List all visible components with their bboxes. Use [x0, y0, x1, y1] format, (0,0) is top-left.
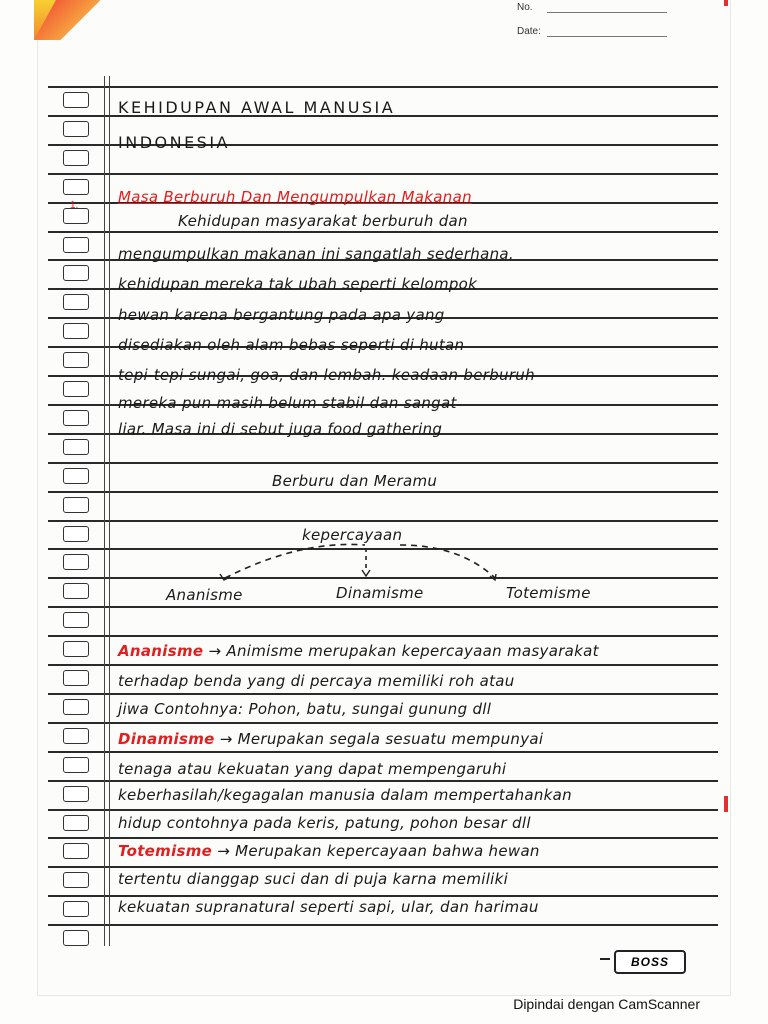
paragraph-line: kehidupan mereka tak ubah seperti kelompok	[118, 275, 478, 293]
brand-mark	[600, 958, 610, 960]
diagram-child-animisme: Ananisme	[166, 586, 243, 604]
term-dinamisme: Dinamisme	[118, 730, 215, 748]
paragraph-line: tepi-tepi sungai, goa, dan lembah. keadaan berburuh	[118, 366, 535, 384]
paragraph-line: mereka pun masih belum stabil dan sangat	[118, 394, 457, 412]
definition-totemisme-line1	[118, 842, 540, 860]
definition-text: → Merupakan segala sesuatu mempunyai	[219, 730, 544, 748]
scanner-watermark: Dipindai dengan CamScanner	[513, 996, 700, 1012]
definition-line: terhadap benda yang di percaya memiliki roh atau	[118, 672, 515, 690]
no-label: No.	[517, 2, 533, 13]
paragraph-line: hewan karena bergantung pada apa yang	[118, 306, 445, 324]
diagram-root-node: kepercayaan	[302, 526, 403, 544]
paragraph-line: liar. Masa ini di sebut juga food gathering	[118, 420, 443, 438]
paragraph-line: Kehidupan masyarakat berburuh dan	[178, 212, 468, 230]
section-number: 1.	[70, 200, 79, 211]
definition-dinamisme-line1	[118, 730, 543, 748]
definition-animisme-line1	[118, 642, 599, 660]
date-label: Date:	[517, 26, 541, 37]
term-totemisme: Totemisme	[118, 842, 213, 860]
definition-line: tertentu dianggap suci dan di puja karna memiliki	[118, 870, 509, 888]
page-title-line1: KEHIDUPAN AWAL MANUSIA	[118, 98, 396, 117]
definition-line: kekuatan supranatural seperti sapi, ular, dan harimau	[118, 898, 539, 916]
definition-line: jiwa Contohnya: Pohon, batu, sungai gunung dll	[118, 700, 492, 718]
section-heading: Masa Berburuh Dan Mengumpulkan Makanan	[118, 188, 472, 206]
definition-line: hidup contohnya pada keris, patung, pohon besar dll	[118, 814, 531, 832]
paragraph-line: mengumpulkan makanan ini sangatlah sederhana.	[118, 245, 514, 263]
paragraph-line: disediakan oleh alam bebas seperti di hutan	[118, 336, 465, 354]
page-title-line2: INDONESIA	[118, 133, 230, 152]
definition-line: keberhasilah/kegagalan manusia dalam mempertahankan	[118, 786, 572, 804]
brand-logo: BOSS	[614, 950, 686, 974]
definition-text: → Animisme merupakan kepercayaan masyarakat	[208, 642, 599, 660]
diagram-top-label: Berburu dan Meramu	[272, 472, 438, 490]
definition-line: tenaga atau kekuatan yang dapat mempengaruhi	[118, 760, 507, 778]
diagram-child-totemisme: Totemisme	[506, 584, 591, 602]
term-animisme: Ananisme	[118, 642, 204, 660]
definition-text: → Merupakan kepercayaan bahwa hewan	[217, 842, 540, 860]
diagram-child-dinamisme: Dinamisme	[336, 584, 424, 602]
